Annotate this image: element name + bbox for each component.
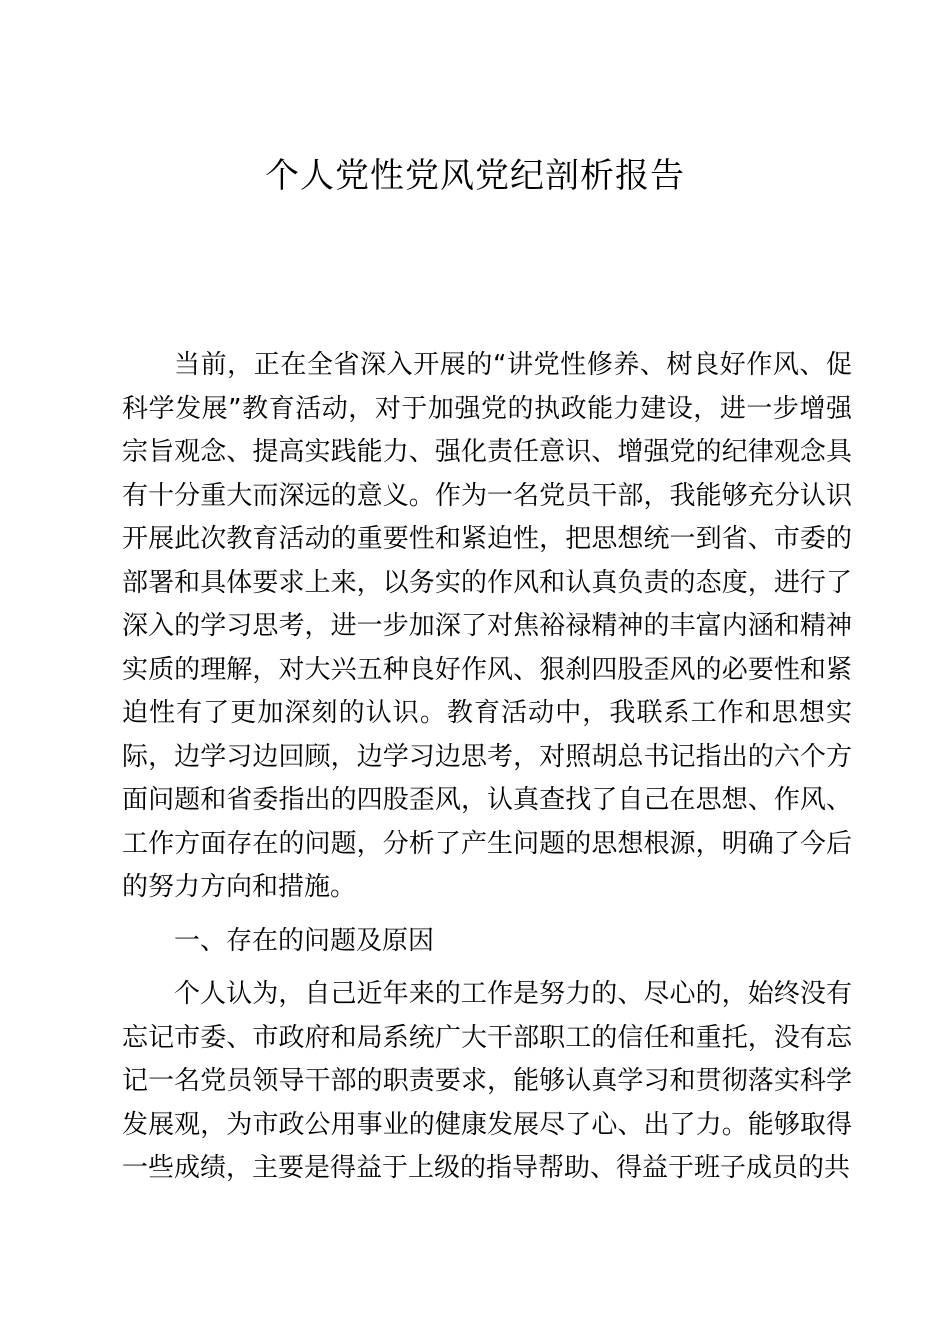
document-body [122, 344, 852, 1201]
body-paragraph: 个人认为，自己近年来的工作是努力的、尽心的，始终没有忘记市委、市政府和局系统广大干部职工的信任和重托，没有忘记一名党员领导干部的职责要求，能够认真学习和贯彻落实科学发展观，为市政公用事业的健康发展尽了心、出了力。能够取得一些成绩，主要是得益于上级的指导帮助、得益于班子成员的共 [122, 979, 852, 1183]
document-title: 个人党性党风党纪剖析报告 [265, 156, 685, 196]
intro-paragraph: 当前，正在全省深入开展的“讲党性修养、树良好作风、促科学发展”教育活动，对于加强党的执政能力建设，进一步增强宗旨观念、提高实践能力、强化责任意识、增强党的纪律观念具有十分重大而深远的意义。作为一名党员干部，我能够充分认识开展此次教育活动的重要性和紧迫性，把思想统一到省、市委的部署和具体要求上来，以务实的作风和认真负责的态度，进行了深入的学习思考，进一步加深了对焦裕禄精神的丰富内涵和精神实质的理解，对大兴五种良好作风、狠刹四股歪风的必要性和紧迫性有了更加深刻的认识。教育活动中，我联系工作和思想实际，边学习边回顾，边学习边思考，对照胡总书记指出的六个方面问题和省委指出的四股歪风，认真查找了自己在思想、作风、工作方面存在的问题，分析了产生问题的思想根源，明确了今后的努力方向和措施。 [122, 350, 852, 902]
section-heading-problems: 一、存在的问题及原因 [174, 925, 435, 956]
